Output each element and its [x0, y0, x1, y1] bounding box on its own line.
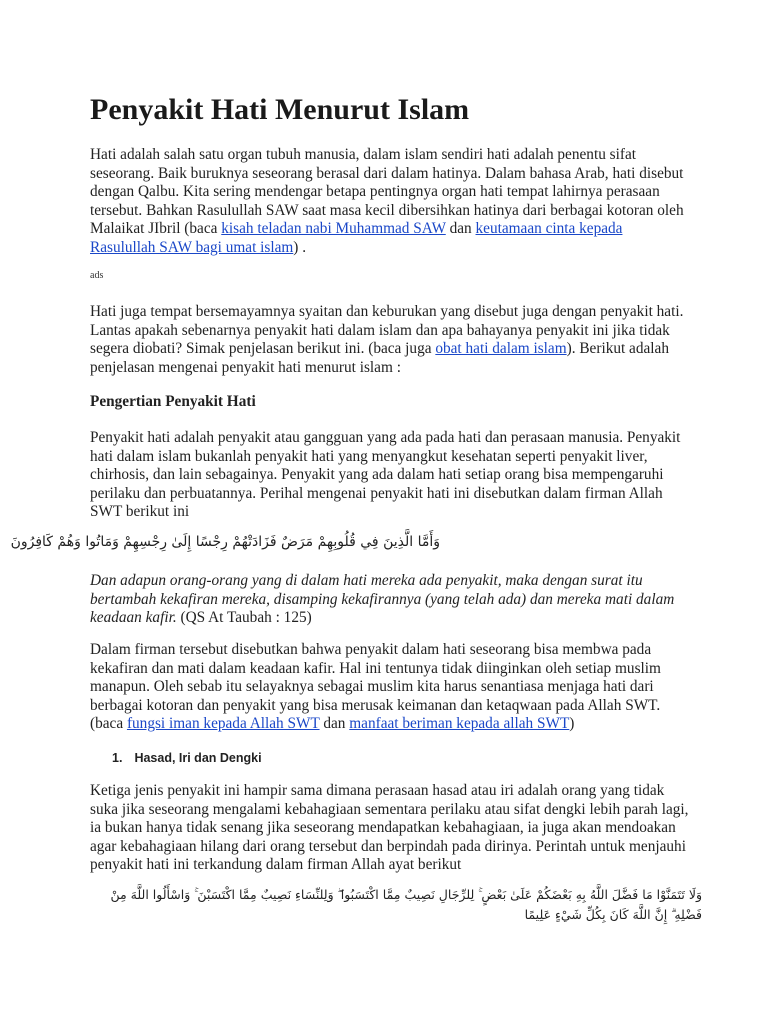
paragraph-text: Hati juga tempat bersemayamnya syaitan dan keburukan yang disebut juga dengan penyakit hati. Lantas apakah sebenarnya penyakit hati dalam islam dan apa bahayanya penyakit ini jika tidak segera diobati? Simak penjelasan berikut ini. (baca juga — [90, 303, 684, 357]
fifth-paragraph: Ketiga jenis penyakit ini hampir sama dimana perasaan hasad atau iri adalah orang yang tidak suka jika seseorang mengalami kebahagiaan sementara perilaku atau sifat dengki lebih parah lagi, ia bukan hanya tidak senang jika seseorang mendapatkan kebahagiaan, ia juga akan mendoakan agar kebahagiaan hilang dari orang tersebut dan berpindah pada dirinya. Perintah untuk menjauhi penyakit hati ini terkandung dalam firman Allah ayat berikut — [90, 782, 689, 873]
intro-paragraph — [90, 146, 690, 257]
link-keutamaan-cinta[interactable]: keutamaan cinta kepada Rasulullah SAW bagi umat islam — [90, 220, 623, 256]
intro-text: dan — [445, 220, 476, 237]
list-item-hasad — [112, 751, 262, 765]
link-fungsi-iman[interactable]: fungsi iman kepada Allah SWT — [126, 715, 320, 732]
verse-reference: (QS At Taubah : 125) — [176, 609, 312, 626]
intro-text: ) . — [293, 238, 307, 256]
list-label: Hasad, Iri dan Dengki — [134, 751, 262, 765]
arabic-verse-nisa-line1: وَلَا تَتَمَنَّوْا مَا فَضَّلَ اللَّهُ بِهِ بَعْضَكُمْ عَلَىٰ بَعْضٍ ۚ لِلرِّجَالِ نَصِيبٌ مِمَّا اكْتَسَبُوا ۖ وَلِلنِّسَاءِ نَصِيبٌ مِمَّا اكْتَسَبْنَ ۚ وَاسْأَلُوا اللَّهَ مِنْ — [110, 887, 702, 902]
link-manfaat-beriman[interactable]: manfaat beriman kepada allah SWT — [349, 715, 570, 732]
paragraph-text: dan — [319, 715, 350, 732]
link-obat-hati[interactable]: obat hati dalam islam — [435, 340, 567, 357]
fourth-paragraph — [90, 641, 690, 734]
second-paragraph — [90, 303, 690, 377]
third-paragraph: Penyakit hati adalah penyakit atau gangguan yang ada pada hati dan perasaan manusia. Penyakit hati dalam islam bukanlah penyakit hati yang menyangkut kesehatan seperti penyakit liver, chirhosis, dan lain sebagainya. Penyakit yang ada dalam hati setiap orang bisa mempengaruhi perilaku dan perbuatannya. Perihal mengenai penyakit hati ini disebutkan dalam firman Allah SWT berikut ini — [90, 429, 681, 520]
paragraph-text: Dalam firman tersebut disebutkan bahwa penyakit dalam hati seseorang bisa membwa pada kekafiran dan mati dalam keadaan kafir. Hal ini tentunya tidak diinginkan oleh setiap muslim manapun. Oleh sebab itu selayaknya sebagai muslim kita harus senantiasa menjaga hati dari berbagai kotoran dan penyakit yang bisa merusak keimanan dan ketaqwaan pada Allah SWT. (baca — [90, 641, 661, 732]
paragraph-text: ) — [569, 715, 575, 732]
intro-text: Hati adalah salah satu organ tubuh manusia, dalam islam sendiri hati adalah penentu sifat seseorang. Baik buruknya seseorang berasal dari dalam hatinya. Dalam bahasa Arab, hati disebut dengan Qalbu. Kita sering mendengar betapa pentingnya organ hati tempat lahirnya perasaan tersebut. Bahkan Rasulullah SAW saat masa kecil dibersihkan hatinya dari berbagai kotoran oleh Malaikat JIbril (baca — [90, 146, 684, 237]
link-kisah-teladan[interactable]: kisah teladan nabi Muhammad SAW — [221, 220, 446, 237]
arabic-verse-taubah: وَأَمَّا الَّذِينَ فِي قُلُوبِهِمْ مَرَضٌ فَزَادَتْهُمْ رِجْسًا إِلَىٰ رِجْسِهِمْ وَمَاتُوا وَهُمْ كَافِرُونَ — [10, 534, 440, 550]
translation-paragraph — [90, 572, 690, 628]
arabic-verse-nisa-line2: فَضْلِهِ ۗ إِنَّ اللَّهَ كَانَ بِكُلِّ شَيْءٍ عَلِيمًا — [524, 907, 702, 922]
page-title: Penyakit Hati Menurut Islam — [90, 93, 470, 126]
ads-label: ads — [90, 270, 104, 281]
list-number: 1. — [112, 751, 123, 765]
translation-text: Dan adapun orang-orang yang di dalam hati mereka ada penyakit, maka dengan surat itu bertambah kekafiran mereka, disamping kekafirannya (yang telah ada) dan mereka mati dalam keadaan kafir. — [90, 572, 675, 626]
section-heading: Pengertian Penyakit Hati — [90, 393, 256, 410]
paragraph-text: ). Berikut adalah penjelasan mengenai penyakit hati menurut islam : — [90, 340, 669, 376]
